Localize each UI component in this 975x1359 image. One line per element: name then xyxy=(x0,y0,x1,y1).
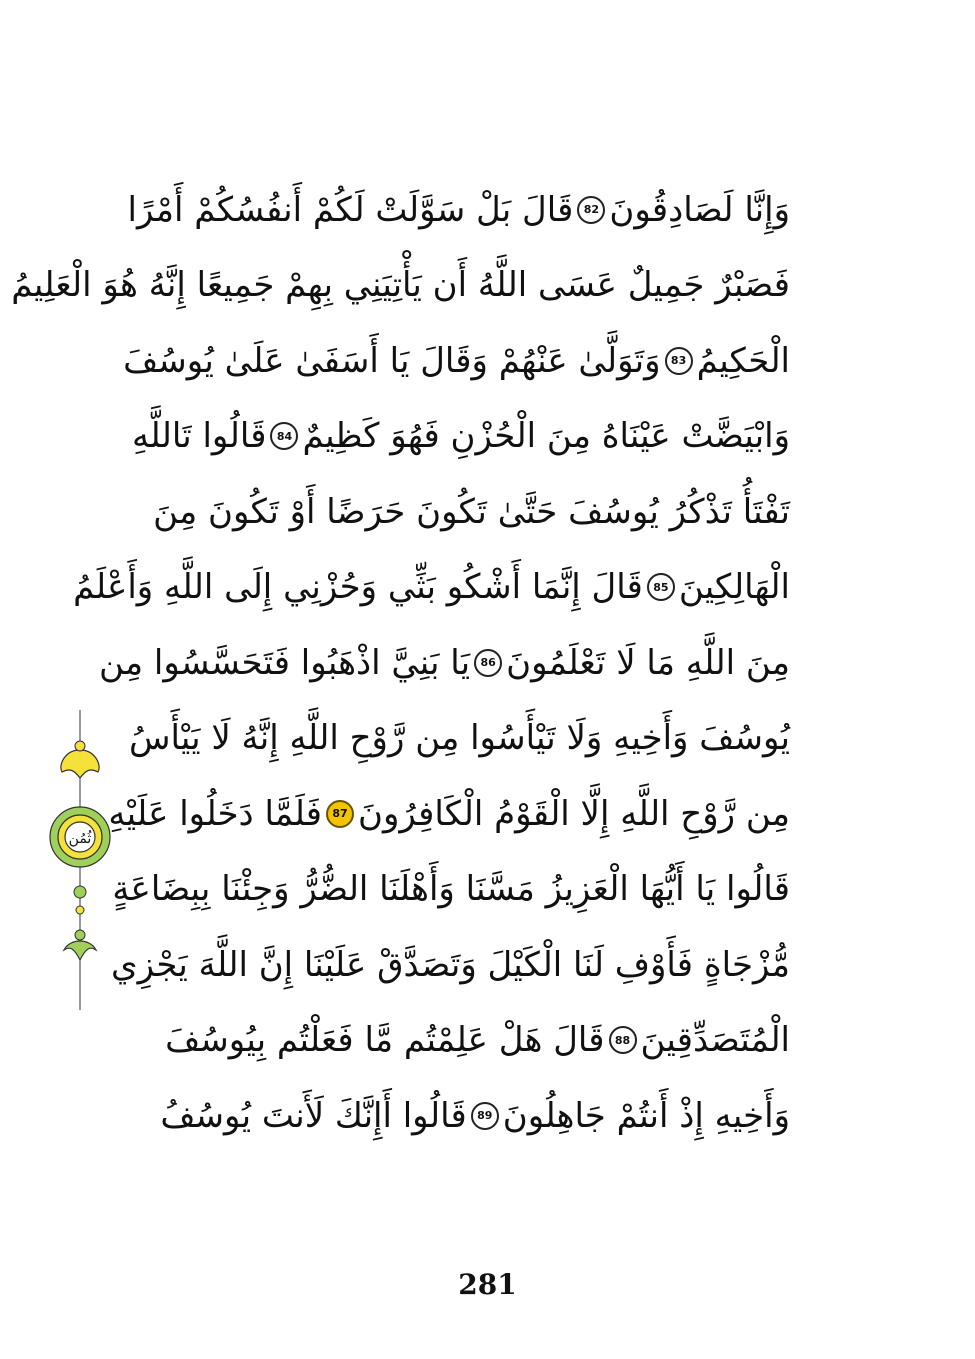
verse-text: الْهَالِكِينَ xyxy=(678,567,790,608)
verse-text: الْحَكِيمُ xyxy=(696,340,790,381)
text-line xyxy=(112,852,790,928)
verse-text: قَالَ بَلْ سَوَّلَتْ لَكُمْ أَنفُسُكُمْ أَمْرًا xyxy=(127,189,574,230)
thumun-label: ثُمُن xyxy=(68,831,92,847)
text-line xyxy=(127,172,790,248)
thumun-marker-ornament xyxy=(40,710,120,1010)
text-line xyxy=(73,550,790,626)
ayah-number-marker: 82 xyxy=(577,196,605,224)
ayah-number-marker: 85 xyxy=(647,573,675,601)
page-number: 281 xyxy=(458,1268,517,1301)
text-line xyxy=(132,399,790,475)
text-line xyxy=(123,323,790,399)
verse-text: فَلَمَّا دَخَلُوا عَلَيْهِ xyxy=(108,793,322,834)
verse-text: قَالُوا تَاللَّهِ xyxy=(132,416,267,457)
verse-text: قَالُوا يَا أَيُّهَا الْعَزِيزُ مَسَّنَا وَأَهْلَنَا الضُّرُّ وَجِئْنَا بِبِضَاعَةٍ xyxy=(112,869,790,910)
text-line xyxy=(108,776,790,852)
verse-text: فَصَبْرٌ جَمِيلٌ عَسَى اللَّهُ أَن يَأْتِيَنِي بِهِمْ جَمِيعًا إِنَّهُ هُوَ الْعَلِيمُ xyxy=(11,265,790,306)
verse-text: مُّزْجَاةٍ فَأَوْفِ لَنَا الْكَيْلَ وَتَصَدَّقْ عَلَيْنَا إِنَّ اللَّهَ يَجْزِي xyxy=(111,944,790,985)
verse-text: وَإِنَّا لَصَادِقُونَ xyxy=(609,189,790,230)
verse-text: وَابْيَضَّتْ عَيْنَاهُ مِنَ الْحُزْنِ فَهُوَ كَظِيمٌ xyxy=(302,416,790,457)
text-line xyxy=(128,701,790,777)
text-line xyxy=(160,1078,790,1154)
ayah-number-marker: 83 xyxy=(665,347,693,375)
text-line xyxy=(153,474,790,550)
text-line xyxy=(111,927,790,1003)
ayah-number-marker: 87 xyxy=(326,800,354,828)
text-line xyxy=(11,248,790,324)
verse-text: قَالُوا أَإِنَّكَ لَأَنتَ يُوسُفُ xyxy=(160,1095,467,1136)
verse-text: يُوسُفَ وَأَخِيهِ وَلَا تَيْأَسُوا مِن رَّوْحِ اللَّهِ إِنَّهُ لَا يَيْأَسُ xyxy=(128,718,790,759)
verse-text: وَتَوَلَّىٰ عَنْهُمْ وَقَالَ يَا أَسَفَىٰ عَلَىٰ يُوسُفَ xyxy=(123,340,661,381)
ayah-number-marker: 89 xyxy=(471,1102,499,1130)
verse-text: قَالَ هَلْ عَلِمْتُم مَّا فَعَلْتُم بِيُوسُفَ xyxy=(165,1020,605,1061)
ayah-number-marker: 86 xyxy=(474,649,502,677)
verse-text: مِن رَّوْحِ اللَّهِ إِلَّا الْقَوْمُ الْكَافِرُونَ xyxy=(357,793,790,834)
text-line xyxy=(165,1003,790,1079)
ayah-number-marker: 88 xyxy=(609,1026,637,1054)
verse-text: مِنَ اللَّهِ مَا لَا تَعْلَمُونَ xyxy=(506,642,790,683)
ayah-number-marker: 84 xyxy=(270,422,298,450)
verse-text: وَأَخِيهِ إِذْ أَنتُمْ جَاهِلُونَ xyxy=(502,1095,790,1136)
verse-text: تَفْتَأُ تَذْكُرُ يُوسُفَ حَتَّىٰ تَكُونَ حَرَضًا أَوْ تَكُونَ مِنَ xyxy=(153,491,790,532)
verse-text: يَا بَنِيَّ اذْهَبُوا فَتَحَسَّسُوا مِن xyxy=(98,642,471,683)
text-line xyxy=(98,625,790,701)
verse-text: الْمُتَصَدِّقِينَ xyxy=(640,1020,790,1061)
verse-text: قَالَ إِنَّمَا أَشْكُو بَثِّي وَحُزْنِي إِلَى اللَّهِ وَأَعْلَمُ xyxy=(73,567,643,608)
